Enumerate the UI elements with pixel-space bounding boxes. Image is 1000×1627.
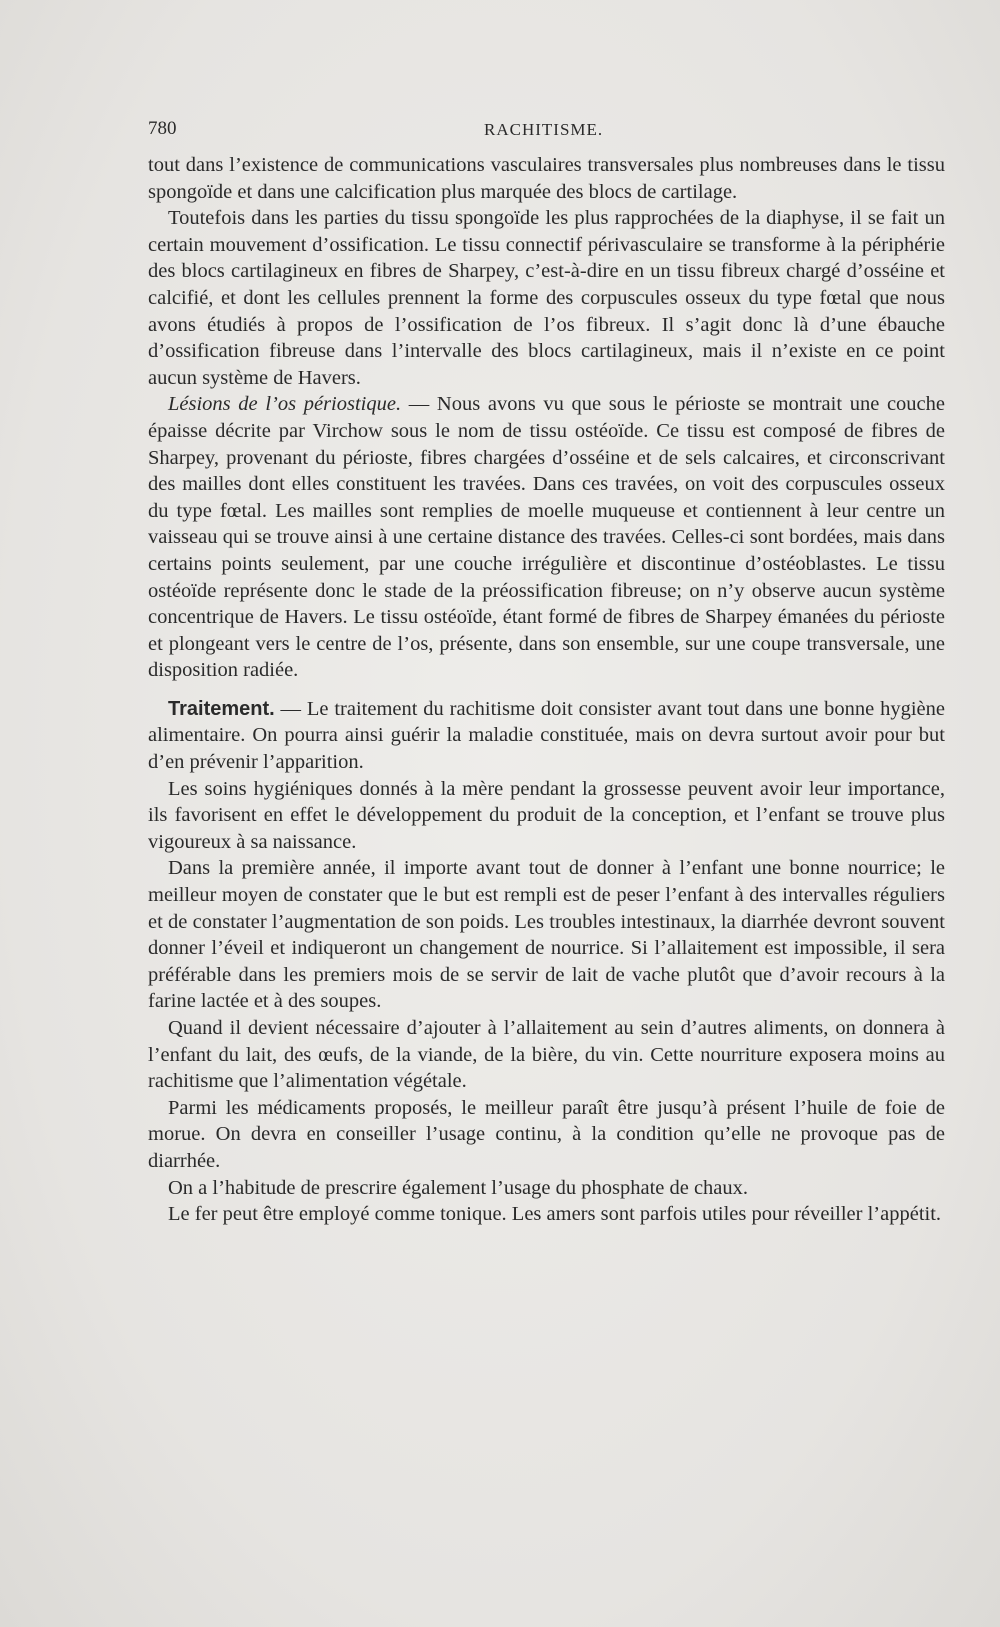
- subsection-title: Lésions de l’os périostique.: [168, 393, 402, 416]
- paragraph-hygiene: Les soins hygiéniques donnés à la mère pendant la grossesse peuvent avoir leur importance, ils favorisent en effet le développement du produit de la conception, et l’enfant se trouve plus vigoureux à sa naissance.: [148, 777, 945, 853]
- paragraph-treatment-body: — Le traitement du rachitisme doit consister avant tout dans une bonne hygiène alimentaire. On pourra ainsi guérir la maladie constituée, mais on devra surtout avoir pour but d’en prévenir l’apparition.: [148, 697, 945, 774]
- paragraph-treatment: [148, 696, 945, 776]
- paragraph-feeding: Quand il devient nécessaire d’ajouter à l’allaitement au sein d’autres aliments, on donnera à l’enfant du lait, des œufs, de la viande, de la bière, du vin. Cette nourriture exposera moins au rachitisme que l’alimentation végétale.: [148, 1017, 945, 1093]
- page-header: [148, 118, 948, 144]
- paragraph-periosteal-lesions: [148, 391, 945, 684]
- paragraph-ossification: Toutefois dans les parties du tissu spongoïde les plus rapprochées de la diaphyse, il se fait un certain mouvement d’ossification. Le tissu connectif périvasculaire se transforme à la périphérie des blocs cartilagineux en fibres de Sharpey, c’est-à-dire en un tissu fibreux chargé d’osséine et calcifié, et dont les cellules prennent la forme des corpuscules osseux du type fœtal que nous avons étudiés à propos de l’ossification de l’os fibreux. Il s’agit donc là d’une ébauche d’ossification fibreuse dans l’intervalle des blocs cartilagineux, mais il n’existe en ce point aucun système de Havers.: [148, 207, 945, 389]
- paragraph-first-year: Dans la première année, il importe avant tout de donner à l’enfant une bonne nourrice; le meilleur moyen de constater que le but est rempli est de peser l’enfant à des intervalles réguliers et de constater l’augmentation de son poids. Les troubles intestinaux, la diarrhée devront souvent donner l’éveil et indiqueront un changement de nourrice. Si l’allaitement est impossible, il sera préférable dans les premiers mois de se servir de lait de vache plutôt que d’avoir recours à la farine lactée et à des soupes.: [148, 857, 945, 1013]
- paragraph-phosphate: On a l’habitude de prescrire également l’usage du phosphate de chaux.: [168, 1176, 749, 1199]
- paragraph-continuation: tout dans l’existence de communications vasculaires transversales plus nombreuses dans le tissu spongoïde et dans une calcification plus marquée des blocs de cartilage.: [148, 154, 945, 203]
- page-number: 780: [148, 118, 177, 139]
- paragraph-periosteal-body: — Nous avons vu que sous le périoste se montrait une couche épaisse décrite par Virchow sous le nom de tissu ostéoïde. Ce tissu est composé de fibres de Sharpey, provenant du périoste, fibres chargées d’osséine et de sels calcaires, et circonscrivant des mailles dont elles constituent les travées. Dans ces travées, on voit des corpuscules osseux du type fœtal. Les mailles sont remplies de moelle muqueuse et contiennent à leur centre un vaisseau qui se trouve ainsi à une certaine distance des travées. Celles-ci sont bordées, mais dans certains points seulement, par une couche irrégulière et discontinue d’ostéoblastes. Le tissu ostéoïde représente donc le stade de la préossification fibreuse; on n’y observe aucun système concentrique de Havers. Le tissu ostéoïde, étant formé de fibres de Sharpey émanées du périoste et plongeant vers le centre de l’os, présente, dans son ensemble, sur une coupe transversale, une disposition radiée.: [148, 393, 945, 682]
- paragraph-iron: Le fer peut être employé comme tonique. Les amers sont parfois utiles pour réveiller l’appétit.: [168, 1203, 942, 1226]
- paragraph-medications: Parmi les médicaments proposés, le meilleur paraît être jusqu’à présent l’huile de foie de morue. On devra en conseiller l’usage continu, à la condition qu’elle ne provoque pas de diarrhée.: [148, 1096, 945, 1172]
- body-text: [148, 152, 945, 1228]
- section-heading-treatment: Traitement.: [168, 697, 275, 720]
- running-title: RACHITISME.: [484, 120, 604, 139]
